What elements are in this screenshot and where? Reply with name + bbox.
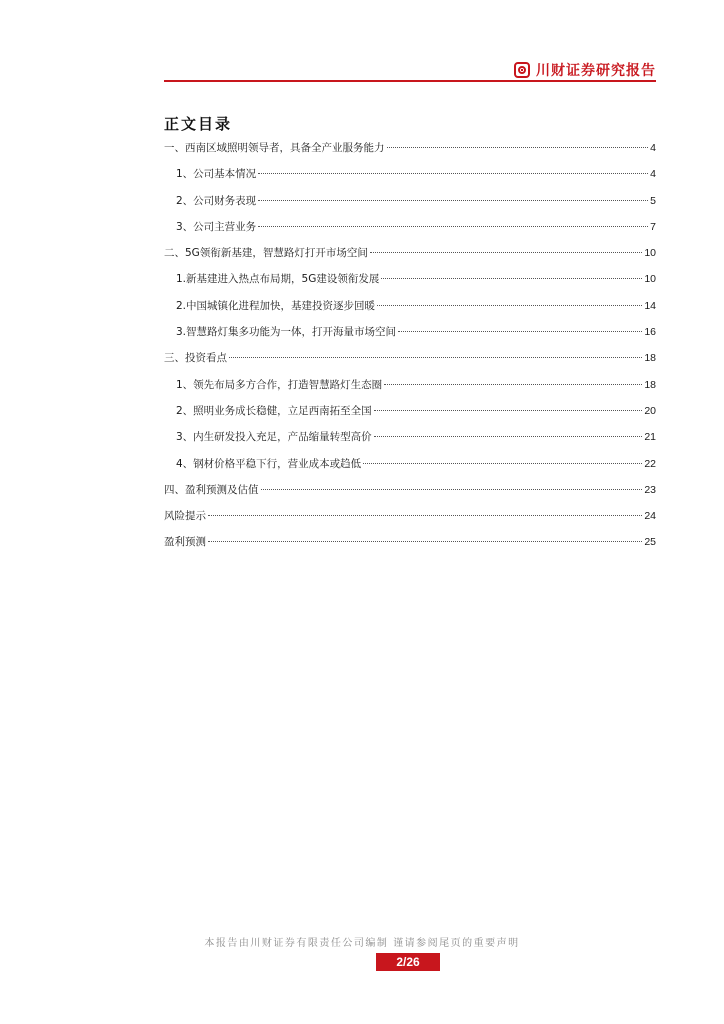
toc-entry[interactable]: [164, 534, 656, 560]
header-divider: [164, 80, 656, 82]
brand-name: 川财证券研究报告: [536, 63, 656, 79]
toc-entry-label: 3、公司主营业务: [176, 220, 257, 233]
toc-entry-page: 16: [644, 326, 656, 339]
toc-entry-label: 1、领先布局多方合作，打造智慧路灯生态圈: [176, 378, 383, 391]
toc-entry-page: 25: [644, 536, 656, 549]
toc-entry-page: 4: [650, 142, 656, 154]
toc-entry-page: 20: [644, 404, 656, 417]
toc-entry-label: 风险提示: [164, 510, 206, 523]
toc-leader-dots: [261, 489, 643, 490]
toc-entry[interactable]: [164, 456, 656, 482]
toc-entry-label: 1、公司基本情况: [176, 168, 257, 181]
toc-leader-dots: [258, 200, 648, 201]
toc-entry[interactable]: [164, 350, 656, 376]
toc-entry[interactable]: [164, 429, 656, 455]
toc-entry-label: 4、钢材价格平稳下行，营业成本或趋低: [176, 457, 362, 470]
toc-entry-label: 3.智慧路灯集多功能为一体，打开海量市场空间: [176, 326, 397, 339]
toc-title: 正文目录: [164, 115, 233, 133]
toc-entry-page: 5: [650, 194, 656, 207]
brand-logo-icon: [514, 62, 530, 78]
toc-entry-label: 1.新基建进入热点布局期，5G建设领衔发展: [176, 273, 380, 286]
toc-entry[interactable]: [164, 271, 656, 297]
toc-leader-dots: [384, 384, 642, 385]
toc-entry-page: 21: [644, 431, 656, 444]
toc-leader-dots: [381, 278, 642, 279]
toc-entry-label: 3、内生研发投入充足，产品缩量转型高价: [176, 431, 372, 444]
footer-disclaimer: 本报告由川财证券有限责任公司编制 谨请参阅尾页的重要声明: [204, 938, 520, 949]
toc-entry-label: 一、西南区域照明领导者，具备全产业服务能力: [164, 142, 385, 154]
toc-leader-dots: [208, 515, 642, 516]
toc-leader-dots: [387, 147, 649, 148]
toc-entry-label: 2.中国城镇化进程加快，基建投资逐步回暖: [176, 299, 376, 312]
toc-leader-dots: [258, 226, 648, 227]
toc-entry-page: 23: [644, 483, 656, 496]
toc-leader-dots: [363, 463, 642, 464]
table-of-contents: [164, 140, 656, 561]
toc-entry-label: 2、照明业务成长稳健，立足西南拓至全国: [176, 404, 372, 417]
brand: [514, 60, 656, 80]
toc-entry-label: 2、公司财务表现: [176, 194, 257, 207]
toc-leader-dots: [374, 410, 643, 411]
toc-entry[interactable]: [164, 140, 656, 166]
toc-entry-page: 10: [644, 273, 656, 286]
toc-entry[interactable]: [164, 166, 656, 192]
toc-entry-page: 22: [644, 457, 656, 470]
toc-entry[interactable]: [164, 245, 656, 271]
toc-entry-page: 14: [644, 299, 656, 312]
toc-entry-page: 18: [644, 352, 656, 365]
toc-entry-label: 二、5G领衔新基建，智慧路灯打开市场空间: [164, 247, 368, 260]
toc-entry[interactable]: [164, 482, 656, 508]
toc-entry[interactable]: [164, 298, 656, 324]
toc-entry-page: 7: [650, 220, 656, 233]
toc-entry[interactable]: [164, 219, 656, 245]
toc-entry-page: 10: [644, 247, 656, 260]
toc-leader-dots: [377, 305, 642, 306]
toc-leader-dots: [229, 357, 642, 358]
toc-entry-page: 24: [644, 510, 656, 523]
toc-entry[interactable]: [164, 193, 656, 219]
toc-entry-label: 盈利预测: [164, 536, 206, 549]
toc-entry-label: 三、投资看点: [164, 352, 227, 365]
toc-leader-dots: [398, 331, 642, 332]
page-number-badge: 2/26: [376, 953, 440, 971]
toc-entry[interactable]: [164, 324, 656, 350]
toc-entry-label: 四、盈利预测及估值: [164, 483, 259, 496]
toc-leader-dots: [374, 436, 643, 437]
toc-leader-dots: [258, 173, 648, 174]
toc-entry[interactable]: [164, 403, 656, 429]
toc-leader-dots: [208, 541, 642, 542]
toc-entry-page: 18: [644, 378, 656, 391]
toc-entry-page: 4: [650, 168, 656, 181]
page-header: [164, 58, 656, 82]
toc-leader-dots: [370, 252, 642, 253]
toc-entry[interactable]: [164, 377, 656, 403]
toc-entry[interactable]: [164, 508, 656, 534]
